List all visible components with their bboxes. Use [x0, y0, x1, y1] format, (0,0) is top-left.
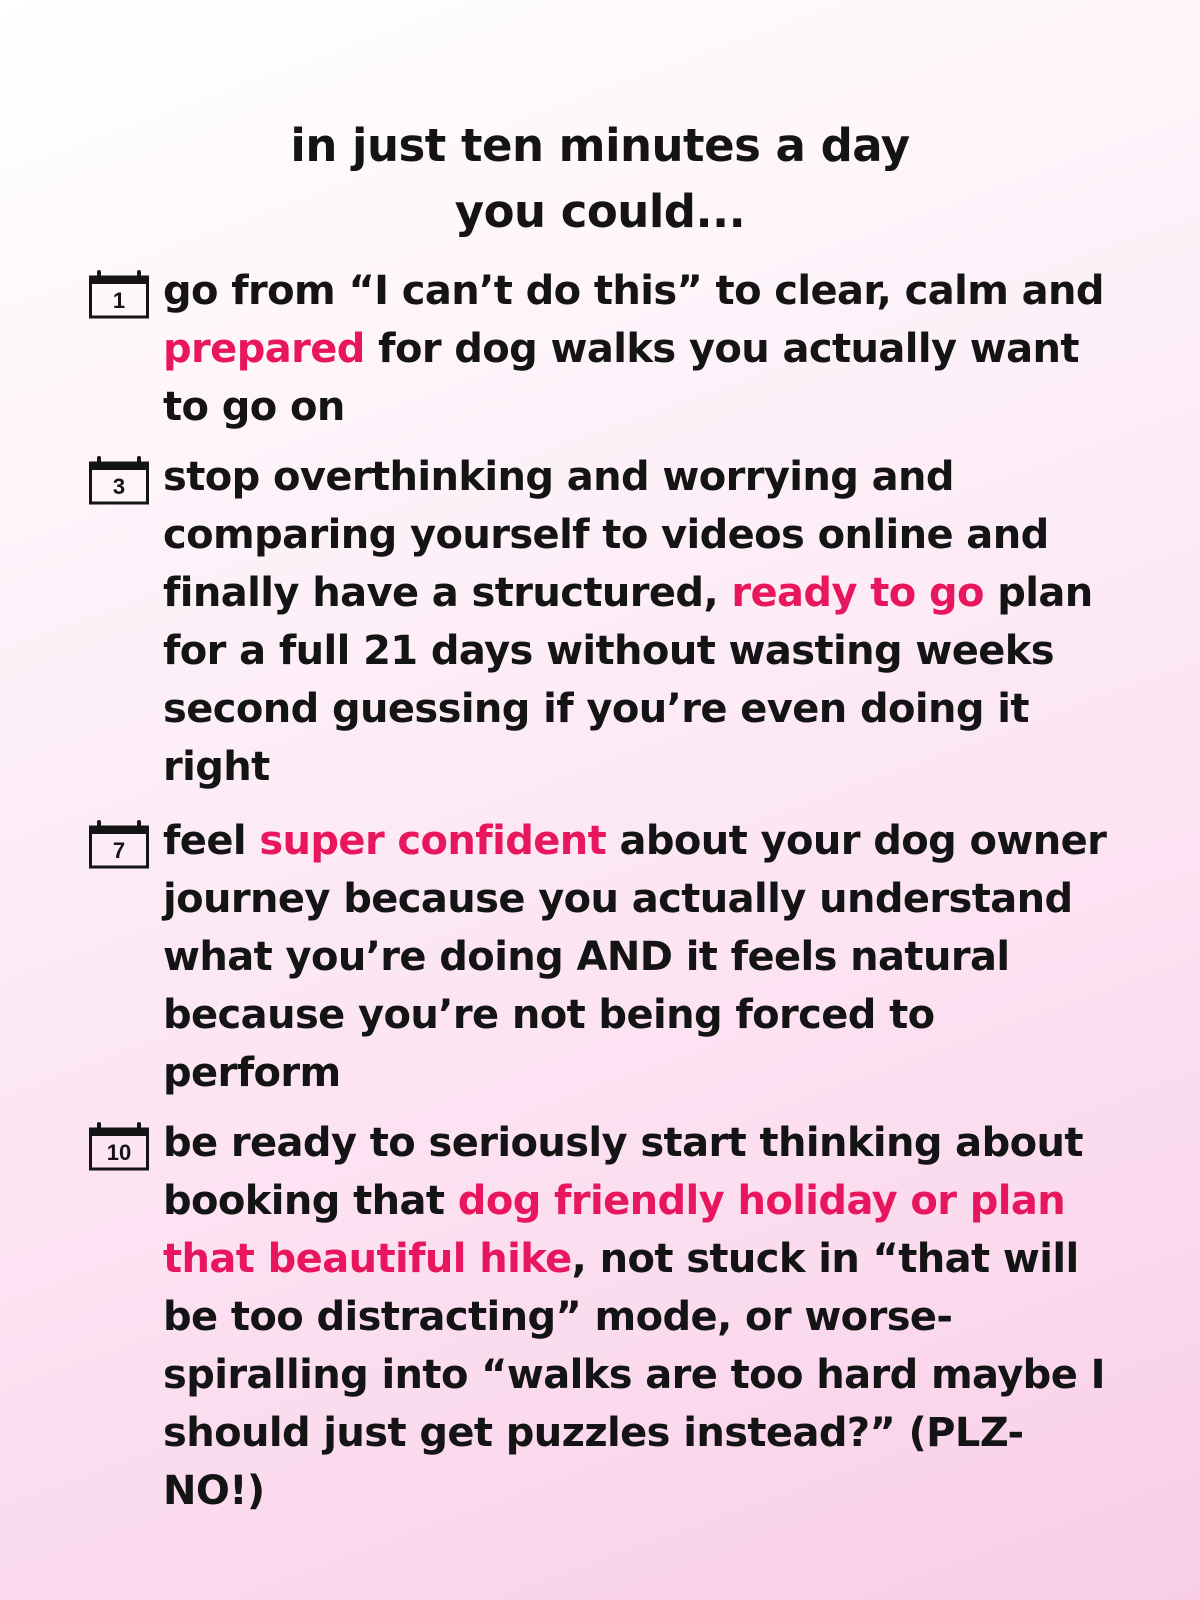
item-text-before: stop overthinking and worrying and comparing yourself to videos online and finally have a structured,: [163, 454, 1049, 616]
item-text-highlight: super confident: [259, 818, 607, 864]
headline-line-1: in just ten minutes a day: [290, 119, 910, 172]
item-text-highlight: ready to go: [731, 570, 984, 616]
item-text-highlight: dog friendly holiday or plan that beautiful hike: [163, 1178, 1066, 1282]
calendar-icon: [89, 818, 149, 870]
calendar-icon: [89, 454, 149, 506]
item-text-after: plan for a full 21 days without wasting weeks second guessing if you’re even doing it right: [163, 570, 1093, 790]
calendar-day-number: 10: [106, 1140, 132, 1165]
item-text-before: go from “I can’t do this” to clear, calm and: [163, 268, 1104, 314]
item-text-highlight: prepared: [163, 326, 365, 372]
item-text-after: , not stuck in “that will be too distracting” mode, or worse- spiralling into “walks are too hard maybe I should just get puzzles instead?” (PLZ-NO!): [163, 1236, 1105, 1514]
calendar-day-number: 3: [112, 474, 126, 499]
item-text: [163, 262, 1113, 436]
item-text: [163, 812, 1113, 1102]
item-text-after: for dog walks you actually want to go on: [163, 326, 1079, 430]
item-text: [163, 448, 1113, 796]
headline: [0, 113, 1200, 245]
calendar-day-number: 1: [112, 288, 126, 313]
item-text-before: feel: [163, 818, 260, 864]
item-text-after: about your dog owner journey because you actually understand what you’re doing AND it feels natural because you’re not being forced to perform: [163, 818, 1107, 1096]
calendar-icon: [89, 268, 149, 320]
calendar-icon: [89, 1120, 149, 1172]
item-text: [163, 1114, 1113, 1520]
headline-line-2: you could...: [454, 185, 746, 238]
calendar-day-number: 7: [112, 838, 126, 863]
item-text-before: be ready to seriously start thinking about booking that: [163, 1120, 1083, 1224]
